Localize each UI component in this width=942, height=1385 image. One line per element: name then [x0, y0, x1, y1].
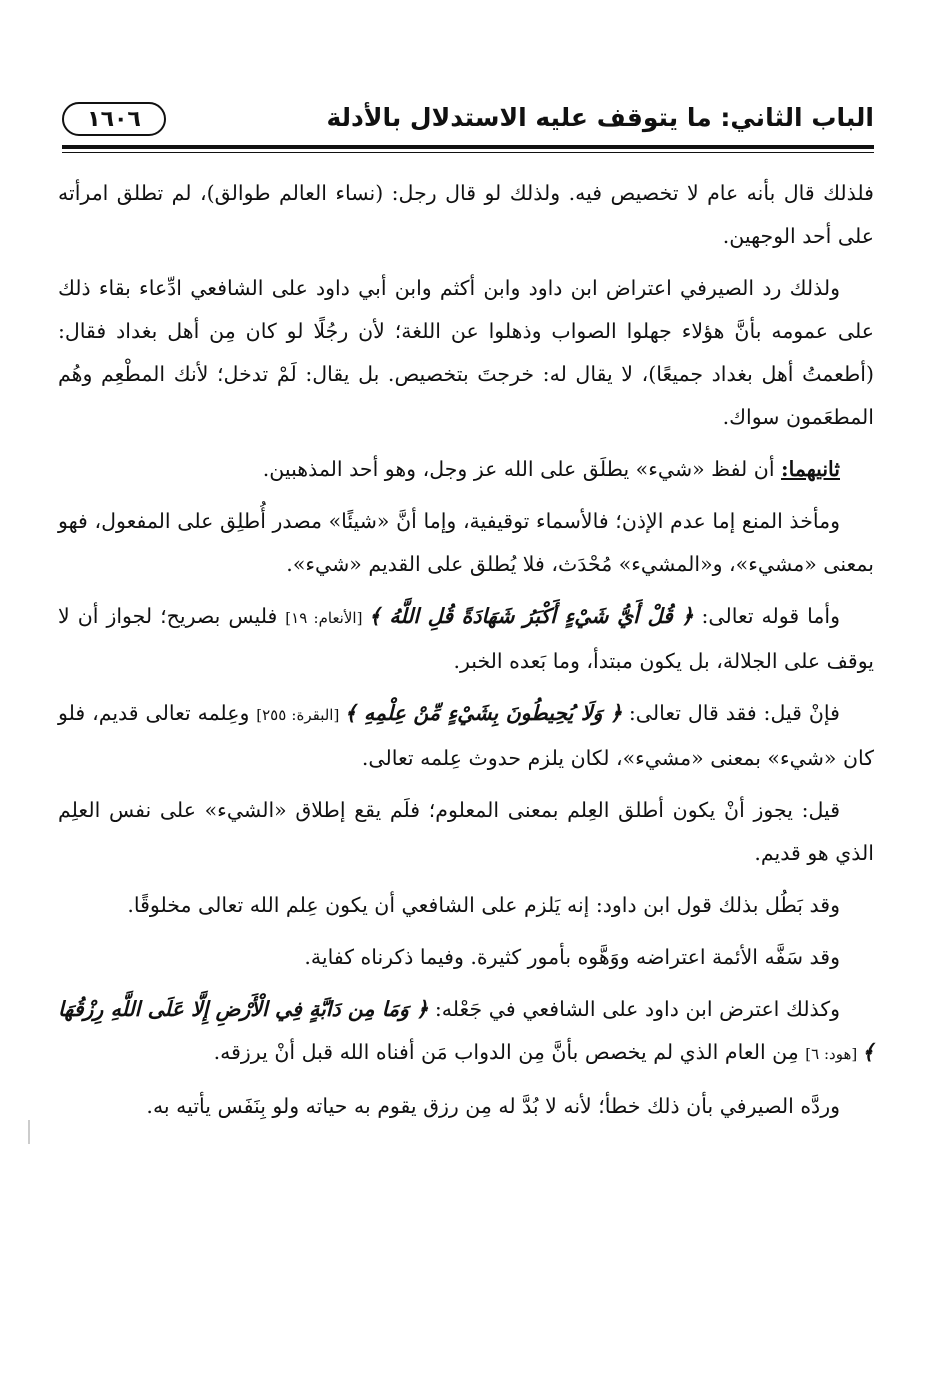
header-rule-thick: [62, 145, 874, 149]
paragraph: [58, 988, 874, 1076]
paragraph: [58, 448, 874, 491]
margin-mark: [28, 1120, 30, 1144]
paragraph: [58, 936, 874, 979]
paragraph-text: وقد بَطُل بذلك قول ابن داود: إنه يَلزم على الشافعي أن يكون عِلم الله تعالى مخلوقًا.: [127, 893, 840, 917]
quran-verse: ﴿ قُلْ أَيُّ شَيْءٍ أَكْبَرُ شَهَادَةً قُلِ اللَّهُ ﴾: [368, 604, 694, 628]
paragraph-text: وردَّه الصيرفي بأن ذلك خطأ؛ لأنه لا بُدَّ له مِن رزق يقوم به حياته ولو بِنَفَس يأتيه به.: [146, 1094, 840, 1118]
paragraph-text: وأما قوله تعالى:: [693, 604, 840, 628]
paragraph-text: مِن العام الذي لم يخصص بأنَّ مِن الدواب مَن أفناه الله قبل أنْ يرزقه.: [213, 1040, 806, 1064]
paragraph-text: وعِلمه تعالى قديم، فلو كان «شيء» بمعنى «مشيء»، لكان يلزم حدوث عِلمه تعالى.: [58, 701, 874, 770]
verse-reference: [هود: ٦]: [805, 1045, 862, 1063]
paragraph-text: ولذلك رد الصيرفي اعتراض ابن داود وابن أكثم وابن أبي داود على الشافعي ادِّعاء بقاء ذلك على عمومه بأنَّ هؤلاء جهلوا الصواب وذهلوا عن اللغة؛ لأن رجُلًا لو كان مِن أهل بغداد فقال: (أطعمتُ أهل بغداد جميعًا)، لا يقال له: خرجتَ بتخصيص. بل يقال: لَمْ تدخل؛ لأنك المطْعِم وهُم المطعَمون سواك.: [58, 276, 874, 429]
paragraph-text: أن لفظ «شيء» يطلَق على الله عز وجل، وهو أحد المذهبين.: [262, 457, 782, 481]
paragraph: [58, 172, 874, 258]
header-rule-thin: [62, 152, 874, 153]
paragraph-text: فلذلك قال بأنه عام لا تخصيص فيه. ولذلك لو قال رجل: (نساء العالم طوالق)، لم تطلق امرأته على أحد الوجهين.: [58, 181, 874, 248]
paragraph-text: فإنْ قيل: فقد قال تعالى:: [622, 701, 840, 725]
paragraph-text: فليس بصريح؛ لجواز أن لا يوقف على الجلالة، بل يكون مبتدأ، وما بَعده الخبر.: [58, 604, 874, 673]
inline-heading: ثانيهما:: [781, 457, 840, 481]
page-number: ١٦٠٦: [62, 102, 166, 136]
paragraph: [58, 884, 874, 927]
running-title: الباب الثاني: ما يتوقف عليه الاستدلال بالأدلة: [326, 103, 874, 132]
paragraph: [58, 692, 874, 780]
paragraph-text: قيل: يجوز أنْ يكون أطلق العِلم بمعنى المعلوم؛ فلَم يقع إطلاق «الشيء» على نفس العلِم الذي هو قديم.: [58, 798, 874, 865]
paragraph-text: وكذلك اعترض ابن داود على الشافعي في جَعْله:: [428, 997, 840, 1021]
paragraph: [58, 500, 874, 586]
verse-reference: [البقرة: ٢٥٥]: [256, 706, 345, 724]
verse-reference: [الأنعام: ١٩]: [285, 609, 369, 627]
quran-verse: ﴿ وَمَا مِن دَابَّةٍ فِي الْأَرْضِ إِلَّا عَلَى اللَّهِ رِزْقُهَا ﴾: [58, 997, 874, 1064]
paragraph: [58, 789, 874, 875]
paragraph: [58, 267, 874, 439]
paragraph: [58, 595, 874, 683]
page-body: [58, 172, 874, 1137]
paragraph-text: ومأخذ المنع إما عدم الإذن؛ فالأسماء توقيفية، وإما أنَّ «شيئًا» مصدر أُطلِق على المفعول، فهو بمعنى «مشيء»، و«المشيء» مُحْدَث، فلا يُطلق على القديم «شيء».: [58, 509, 874, 576]
paragraph: [58, 1085, 874, 1128]
paragraph-text: وقد سَفَّه الأئمة اعتراضه ووَهَّوه بأمور كثيرة. وفيما ذكرناه كفاية.: [304, 945, 840, 969]
page-header: [62, 98, 874, 148]
quran-verse: ﴿ وَلَا يُحِيطُونَ بِشَيْءٍ مِّنْ عِلْمِهِ ﴾: [344, 701, 622, 725]
